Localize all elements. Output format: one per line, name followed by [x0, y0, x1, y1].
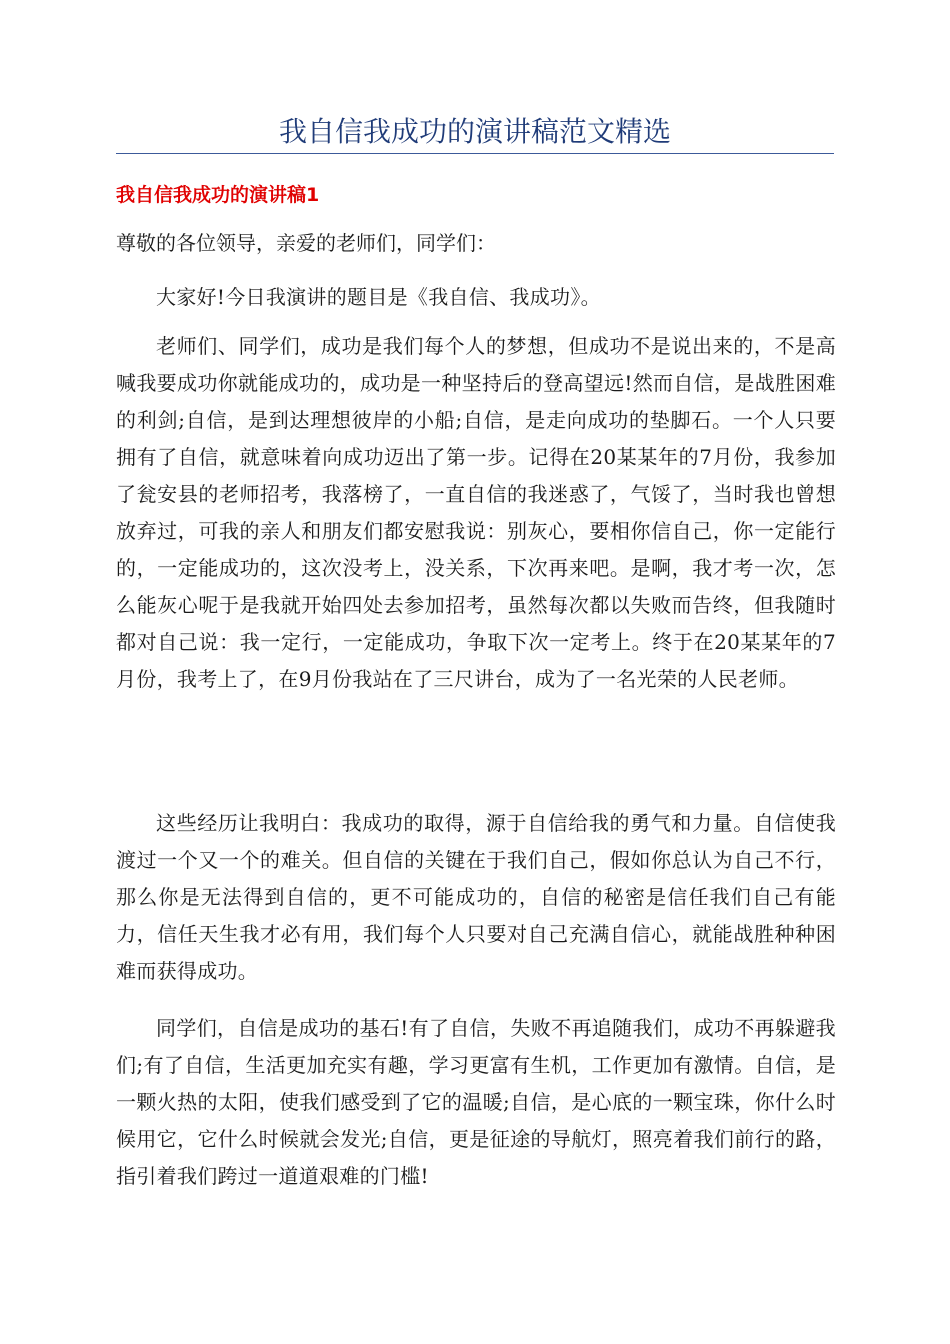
section-heading: 我自信我成功的演讲稿1 [116, 184, 320, 206]
paragraph-lesson: 这些经历让我明白：我成功的取得，源于自信给我的勇气和力量。自信使我渡过一个又一个的难关。但自信的关键在于我们自己，假如你总认为自己不行，那么你是无法得到自信的，更不可能成功的，自信的秘密是信任我们自己有能力，信任天生我才必有用，我们每个人只要对自己充满自信心，就能战胜种种困难而获得成功。 [116, 811, 836, 983]
paragraph-conclusion: 同学们，自信是成功的基石!有了自信，失败不再追随我们，成功不再躲避我们;有了自信，生活更加充实有趣，学习更富有生机，工作更加有激情。自信，是一颗火热的太阳，使我们感受到了它的温暖;自信，是心底的一颗宝珠，你什么时候用它，它什么时候就会发光;自信，更是征途的导航灯，照亮着我们前行的路，指引着我们跨过一道道艰难的门槛! [116, 1016, 836, 1188]
title-underline [116, 153, 834, 154]
paragraph-story: 老师们、同学们，成功是我们每个人的梦想，但成功不是说出来的，不是高喊我要成功你就能成功的，成功是一种坚持后的登高望远!然而自信，是战胜困难的利剑;自信，是到达理想彼岸的小船;自信，是走向成功的垫脚石。一个人只要拥有了自信，就意味着向成功迈出了第一步。记得在20某某年的7月份，我参加了瓮安县的老师招考，我落榜了，一直自信的我迷惑了，气馁了，当时我也曾想放弃过，可我的亲人和朋友们都安慰我说：别灰心，要相你信自己，你一定能行的，一定能成功的，这次没考上，没关系，下次再来吧。是啊，我才考一次，怎么能灰心呢于是我就开始四处去参加招考，虽然每次都以失败而告终，但我随时都对自己说：我一定行，一定能成功，争取下次一定考上。终于在20某某年的7月份，我考上了，在9月份我站在了三尺讲台，成为了一名光荣的人民老师。 [116, 334, 836, 691]
document-title: 我自信我成功的演讲稿范文精选 [278, 115, 671, 148]
paragraph-greeting: 大家好!今日我演讲的题目是《我自信、我成功》。 [156, 285, 601, 309]
salutation: 尊敬的各位领导，亲爱的老师们，同学们： [116, 231, 496, 255]
